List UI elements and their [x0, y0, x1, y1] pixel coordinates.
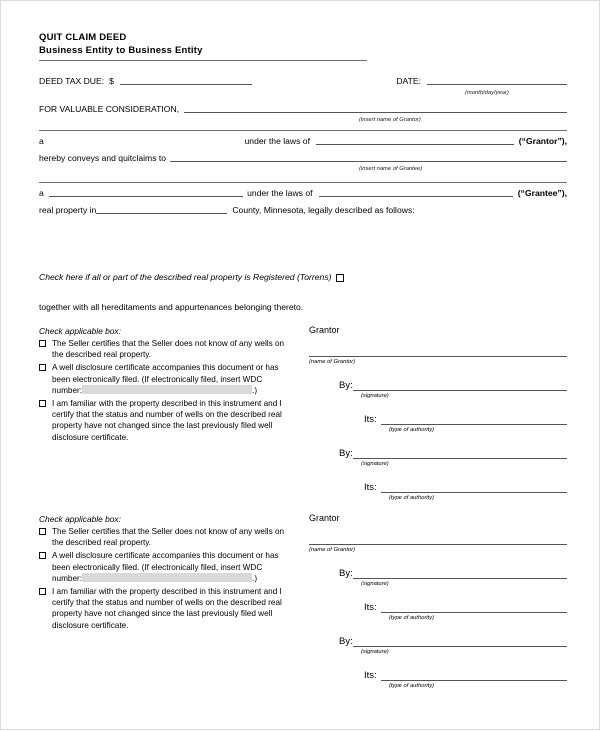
checkbox-familiar-1[interactable]: [39, 400, 46, 407]
real-property-label: real property in: [39, 205, 97, 215]
grantor-name-line-1[interactable]: [309, 356, 567, 357]
well-option-2-close-b: .): [252, 573, 258, 583]
well-option-2-text-b: A well disclosure certificate accompanies this document or has been electronically filed. (If electronically filed, insert WDC number:: [52, 551, 279, 583]
date-input[interactable]: [427, 84, 567, 85]
well-option-2-label: [52, 362, 290, 396]
its-label-2a: Its:: [364, 602, 377, 613]
its-label-2b: Its:: [364, 670, 377, 681]
title-divider: [39, 60, 367, 61]
checkbox-familiar-2[interactable]: [39, 588, 46, 595]
grantee-party-tag: (“Grantee”),: [517, 188, 567, 198]
well-option-3-b[interactable]: [39, 586, 291, 631]
torrens-row[interactable]: [39, 271, 344, 283]
grantor-party-tag: (“Grantor”),: [518, 136, 567, 146]
grantee-entity-type-input[interactable]: [49, 196, 243, 197]
authority-input-2a[interactable]: [381, 604, 567, 613]
by-row-1a: [309, 380, 567, 391]
deed-tax-date-row: [39, 75, 567, 87]
well-option-2-label-b: [52, 550, 290, 584]
well-disclosure-section-2: [39, 514, 291, 633]
document-title: [39, 31, 367, 61]
authority-caption-2b: (type of authority): [389, 683, 435, 689]
county-input[interactable]: [96, 213, 227, 214]
deed-tax-input[interactable]: [120, 84, 252, 85]
grantee-name-input[interactable]: [170, 161, 567, 162]
by-row-2a: [309, 568, 567, 579]
date-label: DATE:: [396, 76, 421, 86]
authority-input-2b[interactable]: [381, 672, 567, 681]
county-label: County, Minnesota, legally described as follows:: [232, 205, 415, 215]
wdc-number-input-1[interactable]: [82, 385, 252, 394]
grantee-article: a: [39, 188, 44, 198]
well-section-heading-2: Check applicable box:: [39, 514, 121, 524]
grantee-under-laws-label: under the laws of: [247, 188, 313, 198]
well-option-1-label-b: The Seller certifies that the Seller does not know of any wells on the described real property.: [52, 527, 285, 548]
signature-caption-1a: (signature): [361, 393, 389, 399]
well-option-1-b[interactable]: [39, 526, 291, 548]
signature-input-2b[interactable]: [353, 638, 567, 647]
well-option-2[interactable]: [39, 362, 291, 396]
grantor-name-caption-2: (name of Grantor): [309, 547, 356, 553]
well-option-1-label: The Seller certifies that the Seller does not know of any wells on the described real property.: [52, 339, 285, 360]
signature-heading-1: Grantor: [309, 325, 340, 335]
signature-block-1: [309, 324, 567, 502]
title-line-2: Business Entity to Business Entity: [39, 45, 203, 56]
grantor-name-input[interactable]: [184, 112, 567, 113]
by-row-2b: [309, 636, 567, 647]
real-property-row: [39, 204, 567, 216]
its-row-2b: [309, 670, 567, 681]
grantor-under-laws-label: under the laws of: [244, 136, 310, 146]
well-option-2-b[interactable]: [39, 550, 291, 584]
deed-tax-label: DEED TAX DUE:: [39, 76, 105, 86]
conveys-label: hereby conveys and quitclaims to: [39, 153, 167, 163]
signature-input-2a[interactable]: [353, 570, 567, 579]
well-option-1[interactable]: [39, 338, 291, 360]
well-section-heading-1: Check applicable box:: [39, 326, 121, 336]
signature-caption-1b: (signature): [361, 461, 389, 467]
authority-caption-1b: (type of authority): [389, 495, 435, 501]
grantor-entity-rule[interactable]: [39, 130, 567, 131]
by-label-2b: By:: [339, 636, 353, 647]
grantee-state-input[interactable]: [319, 196, 513, 197]
by-label-1b: By:: [339, 448, 353, 459]
authority-input-1a[interactable]: [381, 416, 567, 425]
grantor-article: a: [39, 136, 44, 146]
grantor-name-line-2[interactable]: [309, 544, 567, 545]
signature-input-1a[interactable]: [353, 382, 567, 391]
well-option-2-close: .): [252, 385, 258, 395]
conveys-row: [39, 152, 567, 164]
grantor-entity-row: [39, 135, 567, 147]
currency-symbol: $: [109, 76, 114, 86]
signature-heading-2: Grantor: [309, 513, 340, 523]
grantee-name-caption: (insert name of Grantee): [359, 166, 423, 172]
checkbox-wdc-filed-1[interactable]: [39, 364, 46, 371]
grantee-entity-rule[interactable]: [39, 182, 567, 183]
authority-input-1b[interactable]: [381, 484, 567, 493]
appurtenances-text: together with all hereditaments and appurtenances belonging thereto.: [39, 302, 304, 312]
by-label-2a: By:: [339, 568, 353, 579]
grantor-name-caption-1: (name of Grantor): [309, 359, 356, 365]
authority-caption-2a: (type of authority): [389, 615, 435, 621]
its-label-1a: Its:: [364, 414, 377, 425]
well-disclosure-section-1: [39, 326, 291, 445]
checkbox-no-wells-1[interactable]: [39, 340, 46, 347]
grantor-state-input[interactable]: [316, 144, 514, 145]
by-label-1a: By:: [339, 380, 353, 391]
well-option-3[interactable]: [39, 398, 291, 443]
grantor-name-caption: (insert name of Grantor): [359, 117, 421, 123]
its-row-2a: [309, 602, 567, 613]
signature-caption-2a: (signature): [361, 581, 389, 587]
consideration-row: [39, 103, 567, 115]
signature-caption-2b: (signature): [361, 649, 389, 655]
checkbox-wdc-filed-2[interactable]: [39, 552, 46, 559]
its-label-1b: Its:: [364, 482, 377, 493]
torrens-checkbox[interactable]: [336, 274, 344, 282]
well-option-3-label: I am familiar with the property described in this instrument and I certify that the status and number of wells on the described real property have not changed since the last previously filed well disclosure certificate.: [52, 399, 282, 442]
torrens-label: Check here if all or part of the described real property is Registered (Torrens): [39, 272, 332, 282]
well-option-3-label-b: I am familiar with the property described in this instrument and I certify that the status and number of wells on the described real property have not changed since the last previously filed well disclosure certificate.: [52, 587, 282, 630]
date-caption: (month/day/year): [465, 90, 509, 96]
document-sheet: [39, 1, 567, 731]
its-row-1a: [309, 414, 567, 425]
title-line-1: QUIT CLAIM DEED: [39, 32, 127, 43]
authority-caption-1a: (type of authority): [389, 427, 435, 433]
signature-input-1b[interactable]: [353, 450, 567, 459]
consideration-label: FOR VALUABLE CONSIDERATION,: [39, 104, 180, 114]
its-row-1b: [309, 482, 567, 493]
well-option-2-text: A well disclosure certificate accompanies this document or has been electronically filed. (If electronically filed, insert WDC number:: [52, 363, 279, 395]
by-row-1b: [309, 448, 567, 459]
wdc-number-input-2[interactable]: [82, 573, 252, 582]
grantee-entity-row: [39, 187, 567, 199]
checkbox-no-wells-2[interactable]: [39, 528, 46, 535]
signature-block-2: [309, 512, 567, 690]
